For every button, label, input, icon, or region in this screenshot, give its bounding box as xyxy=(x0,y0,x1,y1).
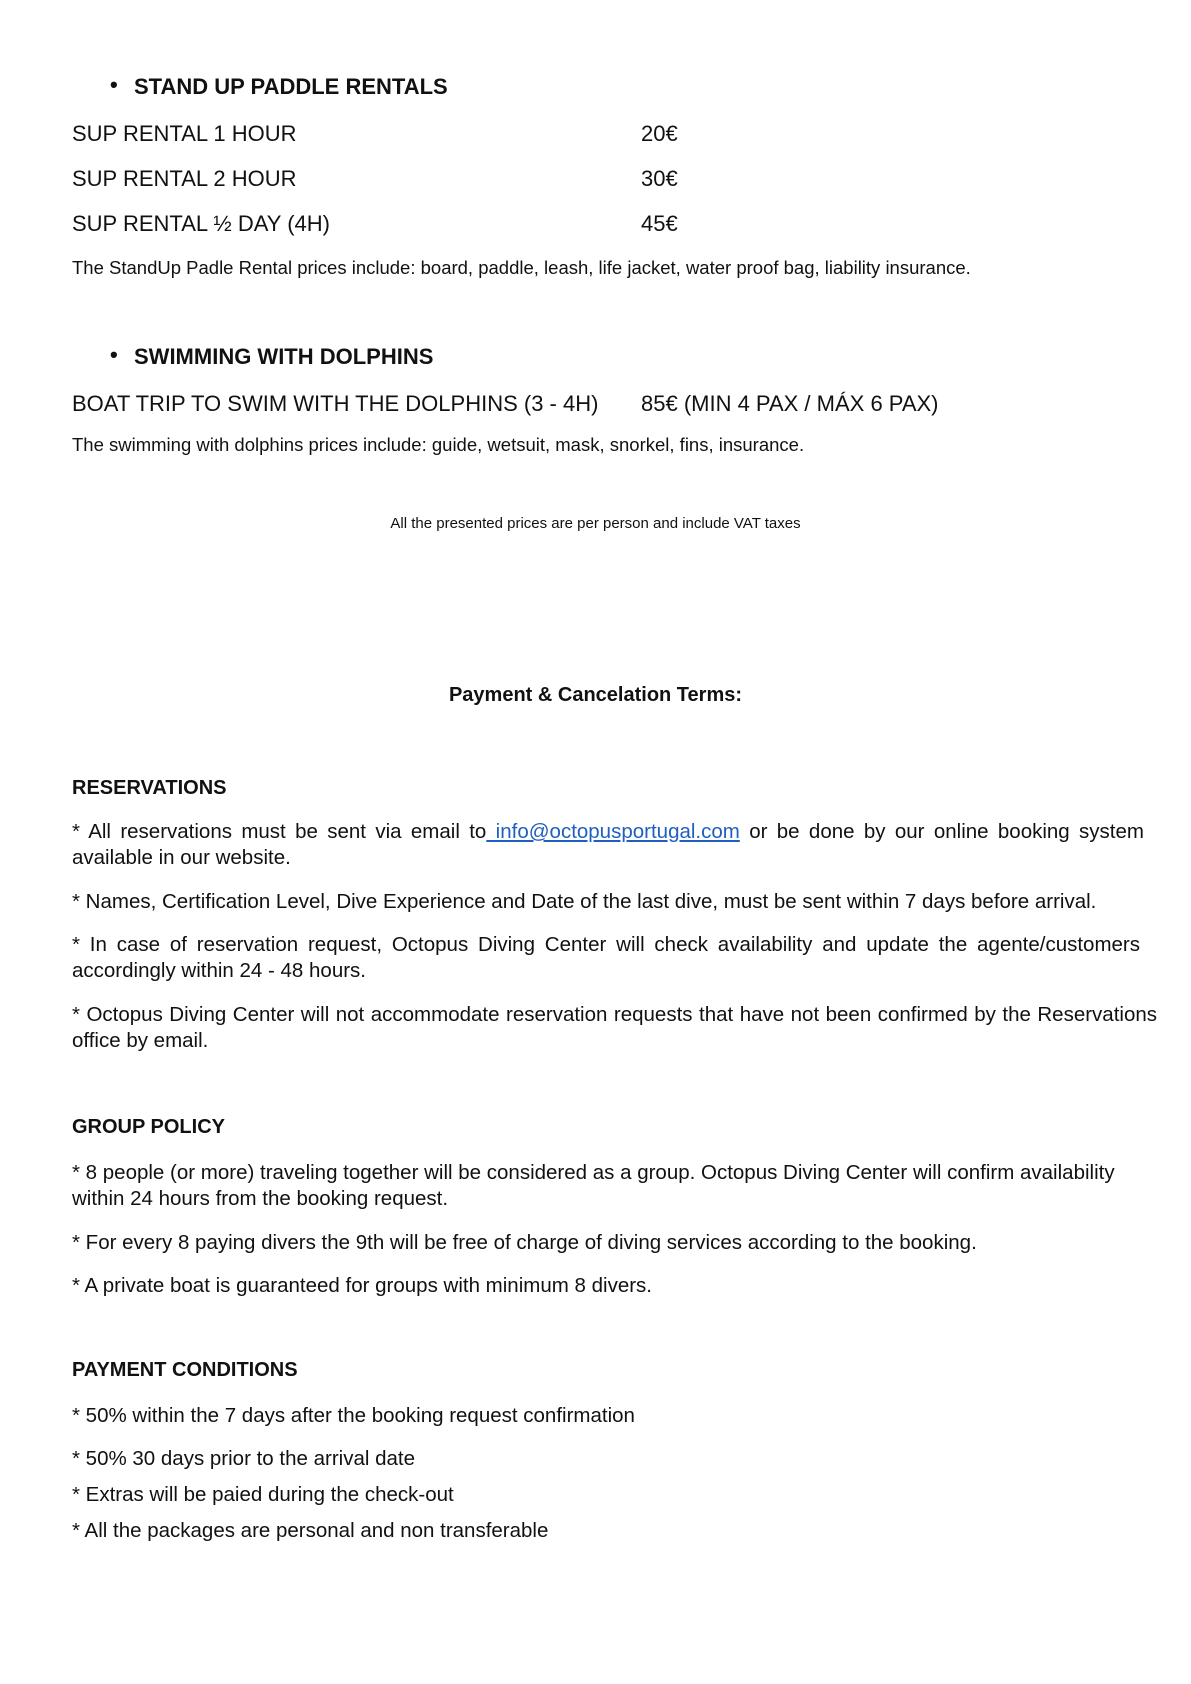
reservations-p1-text-after: or be done by our online booking system available in our website. xyxy=(72,820,1144,869)
sup-row-1-label: SUP RENTAL 1 HOUR xyxy=(72,121,297,146)
dolphins-heading xyxy=(110,342,434,370)
reservations-paragraph-1 xyxy=(72,819,1144,871)
payment-item: * 50% within the 7 days after the booking request confirmation xyxy=(72,1404,635,1427)
payment-conditions-heading: PAYMENT CONDITIONS xyxy=(72,1359,298,1381)
dolphins-includes-note: The swimming with dolphins prices include: guide, wetsuit, mask, snorkel, fins, insurance. xyxy=(72,434,805,455)
terms-title: Payment & Cancelation Terms: xyxy=(448,684,743,706)
dolphins-row-price: 85€ (MIN 4 PAX / MÁX 6 PAX) xyxy=(641,391,939,416)
reservations-paragraph-4: * Octopus Diving Center will not accommodate reservation requests that have not been confirmed by the Reservations office by email. xyxy=(72,1003,1157,1052)
sup-row-1-price: 20€ xyxy=(641,121,678,146)
group-policy-paragraph-2: * For every 8 paying divers the 9th will be free of charge of diving services according to the booking. xyxy=(72,1231,977,1254)
vat-note: All the presented prices are per person and include VAT taxes xyxy=(390,515,801,532)
reservations-paragraph-2: * Names, Certification Level, Dive Experience and Date of the last dive, must be sent within 7 days before arrival. xyxy=(72,890,1097,913)
group-policy-paragraph-1: * 8 people (or more) traveling together will be considered as a group. Octopus Diving Center will confirm availability within 24 hours from the booking request. xyxy=(72,1161,1115,1210)
group-policy-paragraph-3: * A private boat is guaranteed for groups with minimum 8 divers. xyxy=(72,1274,652,1297)
dolphins-row-label: BOAT TRIP TO SWIM WITH THE DOLPHINS (3 - 4H) xyxy=(72,391,599,416)
payment-item: * Extras will be paied during the check-out xyxy=(72,1483,454,1506)
sup-includes-note: The StandUp Padle Rental prices include: board, paddle, leash, life jacket, water proof bag, liability insurance. xyxy=(72,257,971,278)
sup-row-2-price: 30€ xyxy=(641,166,678,191)
reservations-heading: RESERVATIONS xyxy=(72,777,227,799)
reservations-p1-text-before: * All reservations must be sent via email to xyxy=(72,820,487,843)
payment-item: * All the packages are personal and non transferable xyxy=(72,1519,549,1542)
bullet-icon: • xyxy=(110,72,118,97)
sup-heading-text: STAND UP PADDLE RENTALS xyxy=(134,74,448,99)
sup-heading xyxy=(110,72,448,100)
dolphins-heading-text: SWIMMING WITH DOLPHINS xyxy=(134,344,434,369)
bullet-icon: • xyxy=(110,342,118,367)
sup-row-3-label: SUP RENTAL ½ DAY (4H) xyxy=(72,211,330,236)
payment-item: * 50% 30 days prior to the arrival date xyxy=(72,1447,415,1470)
group-policy-heading: GROUP POLICY xyxy=(72,1116,225,1138)
email-link[interactable]: info@octopusportugal.com xyxy=(486,820,740,843)
sup-row-2-label: SUP RENTAL 2 HOUR xyxy=(72,166,297,191)
sup-row-3-price: 45€ xyxy=(641,211,678,236)
reservations-paragraph-3: * In case of reservation request, Octopus Diving Center will check availability and update the agente/customers accordingly within 24 - 48 hours. xyxy=(72,933,1140,982)
